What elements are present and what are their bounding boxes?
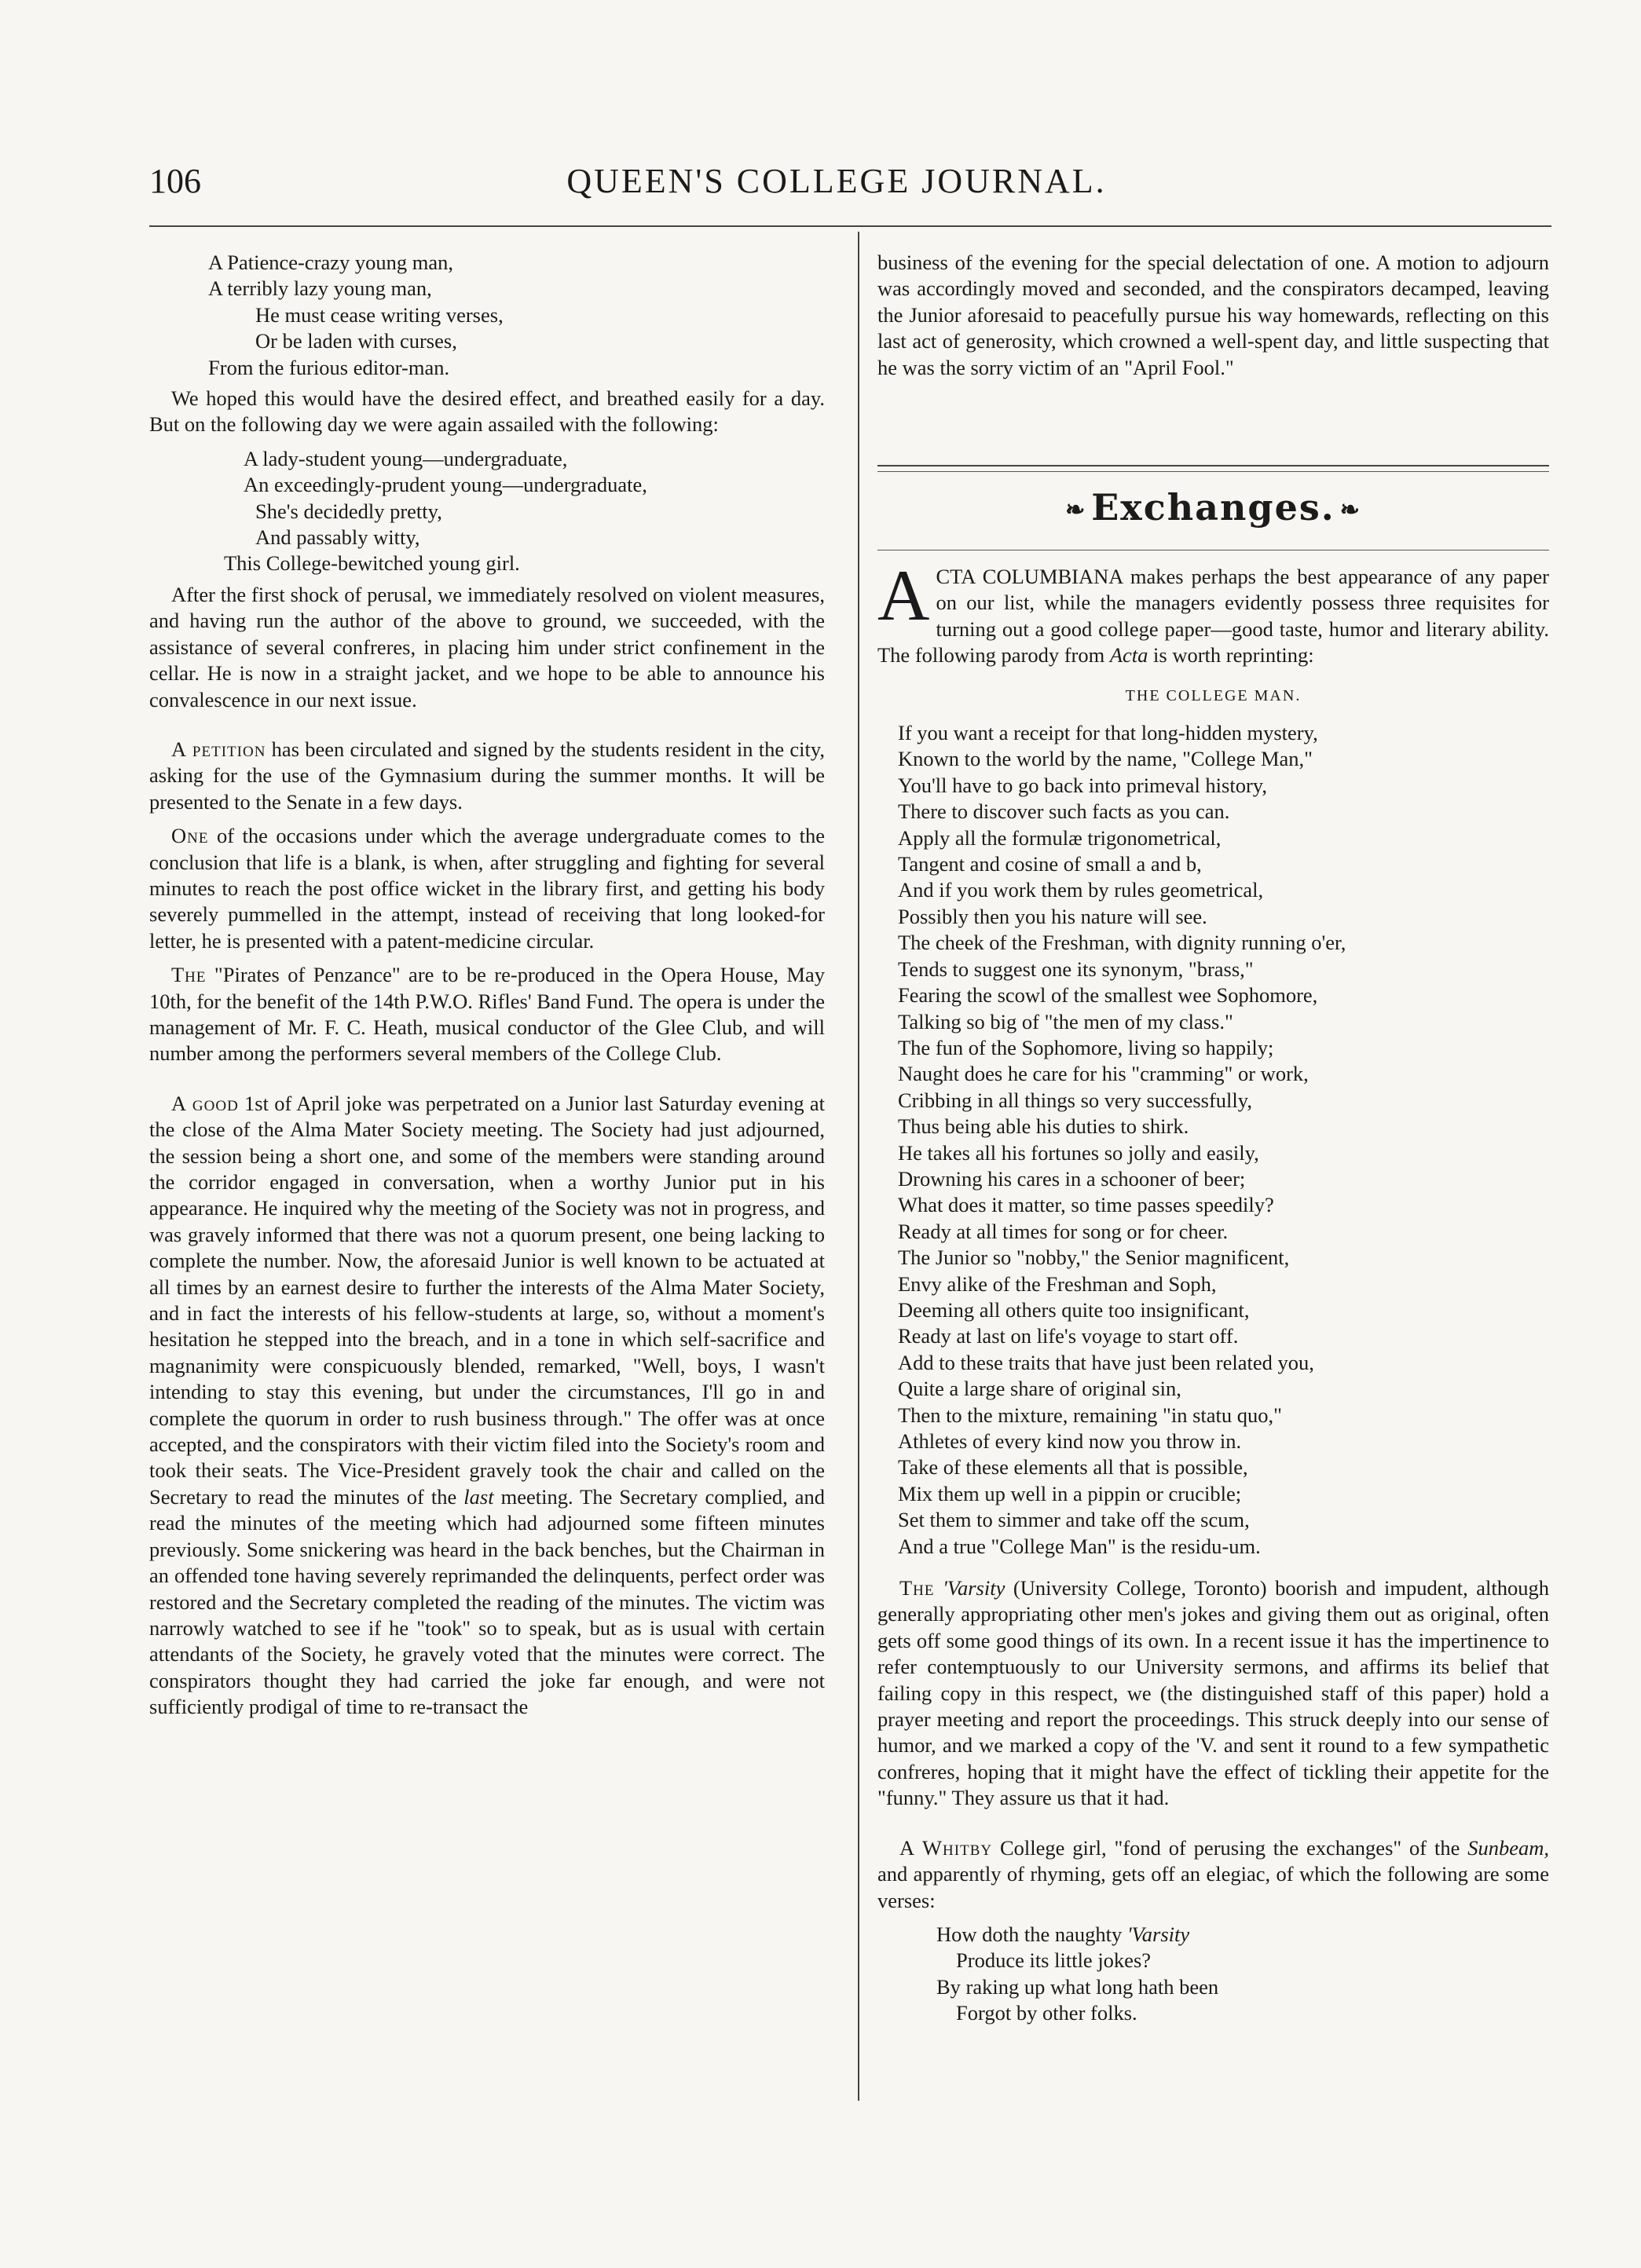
exchanges-body (877, 555, 1550, 2027)
poem-line: Talking so big of "the men of my class." (898, 1009, 1233, 1033)
section-rule-top (877, 465, 1549, 466)
verse-line: A Patience-crazy young man, (208, 251, 453, 274)
poem-line: Ready at last on life's voyage to start off. (898, 1324, 1239, 1348)
lead-in: A good (171, 1091, 239, 1115)
section-rule-bottom (877, 550, 1549, 551)
fleuron-icon: ❧ (1339, 496, 1361, 525)
verse-line: A terribly lazy young man, (208, 276, 432, 301)
left-column (149, 250, 825, 1728)
page-header (149, 161, 1524, 216)
page-number: 106 (149, 162, 201, 200)
poem-line: Known to the world by the name, "College Man," (898, 747, 1313, 771)
poem-title: THE COLLEGE MAN. (1125, 686, 1302, 704)
verse-patience (149, 250, 825, 381)
verse-line: Or be laden with curses, (255, 329, 457, 353)
verse-line: Forgot by other folks. (956, 2001, 1137, 2025)
verse-line: By raking up what long hath been (936, 1974, 1219, 1999)
poem-line: Tends to suggest one its synonym, "brass," (898, 957, 1254, 981)
poem-line: Envy alike of the Freshman and Soph, (898, 1271, 1217, 1296)
lead-in: The (899, 1576, 935, 1600)
lead-in: The (171, 963, 207, 987)
fleuron-icon: ❧ (1065, 496, 1087, 525)
right-column (877, 250, 1549, 389)
verse-line: An exceedingly-prudent young—undergraduate, (244, 473, 647, 497)
paragraph-continuation: business of the evening for the special delectation of one. A motion to adjourn was accordingly moved and seconded, and the conspirators decamped, leaving the Junior aforesaid to peacefully pursue his way homewards, reflecting on this last act of generosity, which crowned a well-spent day, and little suspecting that he was the sorry victim of an "April Fool." (877, 251, 1549, 379)
verse-line: Produce its little jokes? (956, 1948, 1152, 1973)
poem-line: Possibly then you his nature will see. (898, 904, 1207, 928)
verse-line: A lady-student young—undergraduate, (244, 446, 568, 470)
poem-line: Take of these elements all that is possible, (898, 1455, 1248, 1480)
verse-varsity (877, 1922, 1549, 2027)
paragraph-shock: After the first shock of perusal, we immediately resolved on violent measures, and having run the author of the above to ground, we succeeded, with the assistance of several confreres, in placing him under strict confinement in the cellar. He is now in a straight jacket, and we hope to be able to announce his convalescence in our next issue. (149, 582, 825, 711)
paragraph-occasions: One of the occasions under which the average undergraduate comes to the conclusion that life is a blank, is when, after struggling and fighting for several minutes to reach the post office wicket in the library first, and getting his body severely pummelled in the attempt, instead of receiving that long looked-for letter, he is presented with a patent-medicine circular. (149, 824, 825, 953)
poem-line: The fun of the Sophomore, living so happily; (898, 1035, 1274, 1059)
lead-in: A petition (171, 737, 266, 761)
poem-line: Fearing the scowl of the smallest wee Sophomore, (898, 983, 1318, 1008)
poem-line: Quite a large share of original sin, (898, 1377, 1181, 1401)
poem-line: He takes all his fortunes so jolly and easily, (898, 1140, 1259, 1165)
verse-line: This College-bewitched young girl. (224, 551, 520, 576)
verse-line: From the furious editor-man. (208, 355, 450, 379)
paragraph-varsity: The 'Varsity (University College, Toronto) boorish and impudent, although generally appropriating other men's jokes and giving them out as original, often gets off some good things of its own. In a recent issue it has the impertinence to refer contemptuously to our University sermons, and affirms its belief that failing copy in this respect, we (the distinguished staff of this paper) hold a prayer meeting and report the proceedings. This struck deeply into our sense of humor, and we marked a copy of the 'V. and sent it round to a few sympathetic confreres, hoping that it might have the effect of tickling their appetite for the "funny." They assure us that it had. (877, 1576, 1550, 1810)
poem-line: Set them to simmer and take off the scum, (898, 1508, 1250, 1532)
paragraph-hoped: We hoped this would have the desired effect, and breathed easily for a day. But on the following day we were again assailed with the following: (149, 386, 825, 437)
journal-title: QUEEN'S COLLEGE JOURNAL. (566, 162, 1107, 200)
poem-line: Athletes of every kind now you throw in. (898, 1429, 1242, 1453)
paragraph-pirates: The "Pirates of Penzance" are to be re-produced in the Opera House, May 10th, for the benefit of the 14th P.W.O. Rifles' Band Fund. The opera is under the management of Mr. F. C. Heath, musical conductor of the Glee Club, and will number among the performers several members of the College Club. (149, 963, 825, 1066)
verse-line: And passably witty, (255, 525, 420, 550)
poem-line: You'll have to go back into primeval history, (898, 773, 1267, 797)
poem-line: Cribbing in all things so very successfully, (898, 1088, 1252, 1112)
poem-college-man (877, 720, 1549, 1560)
verse-line: She's decidedly pretty, (255, 499, 442, 523)
poem-line: And a true "College Man" is the residu-um. (898, 1534, 1261, 1558)
section-rule-top-2 (877, 471, 1549, 472)
poem-line: Drowning his cares in a schooner of beer; (898, 1166, 1246, 1191)
exchanges-section (877, 481, 1549, 538)
paragraph-april-joke: A good 1st of April joke was perpetrated on a Junior last Saturday evening at the close of the Alma Mater Society meeting. The Society had just adjourned, the session being a short one, and some of the members were standing around the corridor engaged in conversation, when a worthy Junior put in his appearance. He inquired why the meeting of the Society was not in progress, and was gravely informed that there was not a quorum present, one being lacking to complete the number. Now, the aforesaid Junior is well known to be actuated at all times by an earnest desire to further the interests of the Alma Mater Society, and in fact the interests of his fellow-students at large, so, without a moment's hesitation he stepped into the breach, and in a tone in which self-sacrifice and magnanimity were conspicuously blended, remarked, "Well, boys, I wasn't intending to stay this evening, but under the circumstances, I'll go in and complete the quorum in order to rush business through." The offer was at once accepted, and the conspirators with their victim filed into the Society's room and took their seats. The Vice-President gravely took the chair and called on the Secretary to read the minutes of the last meeting. The Secretary complied, and read the minutes of the meeting which had adjourned some fifteen minutes previously. Some snickering was heard in the back benches, but the Chairman in an offended tone having severely reprimanded the delinquents, perfect order was restored and the Secretary completed the reading of the minutes. The victim was narrowly watched to see if he "took" so to speak, but as is usual with certain attendants of the Society, he gravely voted that the minutes were correct. The conspirators thought they had carried the joke far enough, and were not sufficiently prodigal of time to re-transact the (149, 1091, 825, 1719)
verse-line: How doth the naughty 'Varsity (936, 1922, 1190, 1946)
poem-line: Apply all the formulæ trigonometrical, (898, 825, 1222, 850)
poem-line: The cheek of the Freshman, with dignity running o'er, (898, 931, 1346, 955)
paragraph-petition: A petition has been circulated and signed by the students resident in the city, asking for the use of the Gymnasium during the summer months. It will be presented to the Senate in a few days. (149, 737, 825, 814)
poem-line: If you want a receipt for that long-hidden mystery, (898, 721, 1318, 745)
poem-line: Thus being able his duties to shirk. (898, 1114, 1189, 1139)
poem-line: Naught does he care for his "cramming" or work, (898, 1062, 1309, 1086)
paragraph-acta: ACTA COLUMBIANA makes perhaps the best appearance of any paper on our list, while the managers evidently possess three requisites for turning out a good college paper—good taste, humor and literary ability. The following parody from Acta is worth reprinting: (877, 555, 1549, 668)
poem-line: Tangent and cosine of small a and b, (898, 852, 1202, 876)
section-title-exchanges: ❧ Exchanges. ❧ (877, 481, 1549, 538)
poem-line: Mix them up well in a pippin or crucible; (898, 1481, 1242, 1505)
verse-line: He must cease writing verses, (255, 302, 504, 327)
lead-in: A Whitby (899, 1835, 993, 1860)
paragraph-whitby: A Whitby College girl, "fond of perusing the exchanges" of the Sunbeam, and apparently of rhyming, gets off an elegiac, of which the following are some verses: (877, 1835, 1549, 1912)
poem-line: Add to these traits that have just been related you, (898, 1350, 1314, 1374)
poem-line: And if you work them by rules geometrical, (898, 878, 1264, 902)
poem-line: Then to the mixture, remaining "in statu quo," (898, 1403, 1282, 1427)
lead-in: One (171, 824, 209, 848)
header-rule (149, 225, 1551, 227)
drop-cap: A (877, 555, 930, 635)
poem-line: Deeming all others quite too insignificant, (898, 1297, 1250, 1322)
poem-line: What does it matter, so time passes speedily? (898, 1193, 1274, 1217)
poem-line: There to discover such facts as you can. (898, 799, 1230, 824)
verse-lady-student (149, 446, 825, 577)
column-divider (858, 232, 859, 2101)
poem-line: Ready at all times for song or for cheer. (898, 1219, 1229, 1243)
poem-line: The Junior so "nobby," the Senior magnificent, (898, 1246, 1290, 1270)
